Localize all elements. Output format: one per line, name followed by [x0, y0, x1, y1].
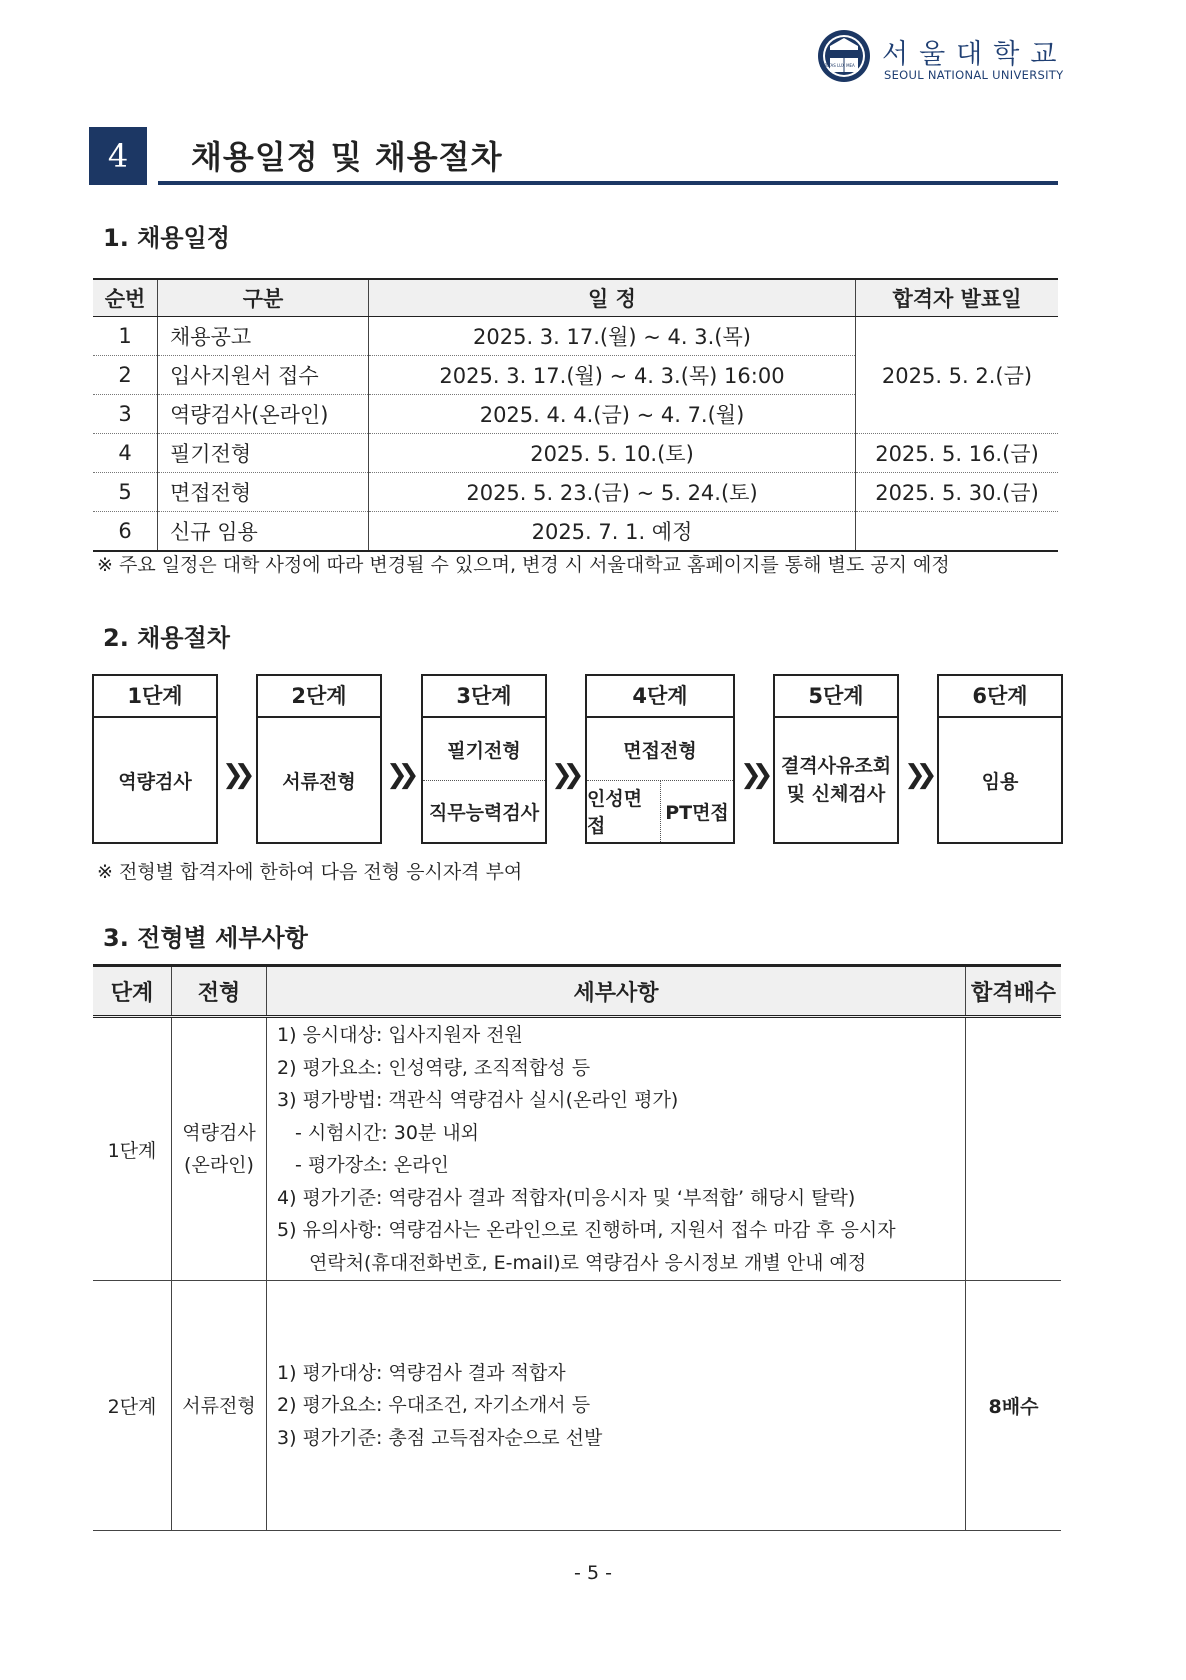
table-row: 1 채용공고 2025. 3. 17.(월) ~ 4. 3.(목) 2025. 5. 2.(금)	[93, 317, 1058, 356]
step-name: 임용	[981, 770, 1019, 793]
chevron-right-icon: ❯❯	[222, 760, 246, 790]
table-row: 3 역량검사(온라인) 2025. 4. 4.(금) ~ 4. 7.(월)	[93, 395, 1058, 434]
chevron-right-icon: ❯❯	[551, 760, 575, 790]
column-header: 구분	[158, 279, 369, 317]
page-number: - 5 -	[574, 1562, 612, 1584]
column-header: 합격자 발표일	[856, 279, 1059, 317]
svg-text:VERITAS LUX MEA: VERITAS LUX MEA	[819, 63, 855, 68]
table-row: 1단계 역량검사 (온라인) 1) 응시대상: 입사지원자 전원 2) 평가요소: 인성역량, 조직적합성 등 3) 평가방법: 객관식 역량검사 실시(온라인 평가) - 시험시간: 30분 내외 - 평가장소: 온라인 4) 평가기준: 역량검사 결과 적합자(미응시자 및 ‘부적합’ 해당시 탈락) 5) 유의사항: 역량검사는 온라인으로 진행하며, 지원서 접수 마감 후 응시자 연락처(휴대전화번호, E-mail)로 역량검사 응시정보 개별 안내 예정	[93, 1017, 1061, 1281]
step-stage: 1단계	[94, 676, 216, 718]
column-header: 세부사항	[267, 966, 966, 1017]
university-emblem-icon	[816, 28, 872, 84]
schedule-note: ※ 주요 일정은 대학 사정에 따라 변경될 수 있으며, 변경 시 서울대학교 홈페이지를 통해 별도 공지 예정	[97, 554, 950, 576]
table-row: 5 면접전형 2025. 5. 23.(금) ~ 5. 24.(토) 2025. 5. 30.(금)	[93, 473, 1058, 512]
step-name: 면접전형	[587, 718, 733, 781]
step-sub-name: 인성면접	[587, 780, 661, 842]
chevron-right-icon: ❯❯	[740, 760, 764, 790]
step-stage: 6단계	[939, 676, 1061, 718]
column-header: 일 정	[369, 279, 856, 317]
step-name: 서류전형	[282, 770, 356, 793]
process-step-6	[937, 674, 1063, 844]
details-heading: 3. 전형별 세부사항	[103, 924, 308, 952]
chevron-right-icon: ❯❯	[386, 760, 410, 790]
logo-korean-name: 서울대학교	[882, 39, 1068, 70]
details-table	[93, 964, 1061, 1531]
table-row: 4 필기전형 2025. 5. 10.(토) 2025. 5. 16.(금)	[93, 434, 1058, 473]
section-title: 채용일정 및 채용절차	[191, 138, 503, 176]
column-header: 합격배수	[966, 966, 1062, 1017]
column-header: 단계	[93, 966, 172, 1017]
section-rule	[158, 181, 1058, 185]
pass-multiple: 8배수	[966, 1281, 1062, 1531]
logo-english-name: SEOUL NATIONAL UNIVERSITY	[884, 68, 1064, 82]
step-name: 역량검사	[118, 770, 192, 793]
table-row: 2 입사지원서 접수 2025. 3. 17.(월) ~ 4. 3.(목) 16:00	[93, 356, 1058, 395]
process-step-1	[92, 674, 218, 844]
step-sub-name: PT면접	[665, 801, 729, 824]
process-heading: 2. 채용절차	[103, 624, 230, 652]
process-step-5	[773, 674, 899, 844]
detail-lines: 1) 응시대상: 입사지원자 전원 2) 평가요소: 인성역량, 조직적합성 등 3) 평가방법: 객관식 역량검사 실시(온라인 평가) - 시험시간: 30분 내외 - 평가장소: 온라인 4) 평가기준: 역량검사 결과 적합자(미응시자 및 ‘부적합’ 해당시 탈락) 5) 유의사항: 역량검사는 온라인으로 진행하며, 지원서 접수 마감 후 응시자 연락처(휴대전화번호, E-mail)로 역량검사 응시정보 개별 안내 예정	[267, 1017, 966, 1281]
merged-announce-date: 2025. 5. 2.(금)	[881, 364, 1033, 388]
process-step-2	[256, 674, 382, 844]
step-sub-name: 직무능력검사	[428, 801, 540, 824]
table-row: 2단계 서류전형 1) 평가대상: 역량검사 결과 적합자 2) 평가요소: 우대조건, 자기소개서 등 3) 평가기준: 총점 고득점자순으로 선발 8배수	[93, 1281, 1061, 1531]
schedule-table	[93, 278, 1058, 552]
detail-lines: 1) 평가대상: 역량검사 결과 적합자 2) 평가요소: 우대조건, 자기소개서 등 3) 평가기준: 총점 고득점자순으로 선발	[267, 1281, 966, 1531]
university-logo	[816, 28, 1066, 88]
column-header: 전형	[172, 966, 267, 1017]
chevron-right-icon: ❯❯	[904, 760, 928, 790]
section-number: 4	[89, 127, 147, 185]
table-row: 6 신규 임용 2025. 7. 1. 예정	[93, 512, 1058, 552]
process-step-3	[421, 674, 547, 844]
step-name: 결격사유조회 및 신체검사	[780, 755, 892, 805]
schedule-heading: 1. 채용일정	[103, 224, 230, 252]
step-stage: 4단계	[587, 676, 733, 718]
column-header: 순번	[93, 279, 158, 317]
process-note: ※ 전형별 합격자에 한하여 다음 전형 응시자격 부여	[97, 861, 523, 883]
process-step-4	[585, 674, 735, 844]
step-stage: 3단계	[423, 676, 545, 718]
step-stage: 5단계	[775, 676, 897, 718]
step-name: 필기전형	[423, 718, 545, 781]
step-stage: 2단계	[258, 676, 380, 718]
